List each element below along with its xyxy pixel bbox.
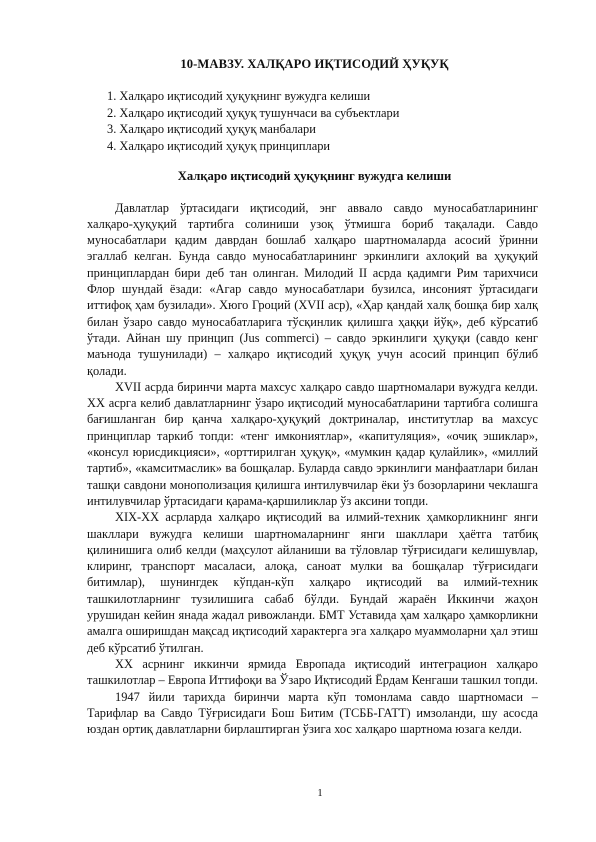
topic-item: 1. Халқаро иқтисодий ҳуқуқнинг вужудга келиши [107, 89, 371, 104]
page-number: 1 [317, 788, 323, 799]
body-paragraph: XIX-XX асрларда халқаро иқтисодий ва илмий-техник ҳамкорликнинг янги шакллари вужудга келиши шартномаларнинг янги шакллари ҳаётга татбиқ қилинишига олиб келди (маҳсулот айланиши ва тўловлар тўғрисидаги келишувлар, клиринг, транспорт масаласи, алоқа, саноат мулки ва бошқалар тўғрисидаги битимлар), шунингдек кўпдан-кўп халқаро иқтисодий ва илмий-техник ташкилотларнинг тузилишига сабаб бўлди. Бундай жараён Иккинчи жаҳон урушидан кейин янада жадал ривожланди. БМТ Уставида ҳам халқаро ҳамкорликни амалга оширишдан мақсад иқтисодий характерга эга халқаро муаммоларни ҳал этиш деб кўрсатиб ўтилган. [87, 510, 538, 655]
section-heading: Халқаро иқтисодий ҳуқуқнинг вужудга келиши [177, 169, 452, 184]
body-paragraph: XX асрнинг иккинчи ярмида Европада иқтисодий интеграцион халқаро ташкилотлар – Европа Иттифоқи ва Ўзаро Иқтисодий Ёрдам Кенгаши ташкил топди. [87, 656, 538, 688]
page-title: 10-МАВЗУ. ХАЛҚАРО ИҚТИСОДИЙ ҲУҚУҚ [180, 57, 449, 71]
topics-list [87, 88, 538, 154]
topic-item: 3. Халқаро иқтисодий ҳуқуқ манбалари [107, 122, 316, 137]
topic-item: 4. Халқаро иқтисодий ҳуқуқ принциплари [107, 138, 331, 153]
body-paragraph: 1947 йили тарихда биринчи марта кўп томонлама савдо шартномаси – Тарифлар ва Савдо Тўғрисидаги Бош Битим (ТСББ-ГАТТ) имзоланди, шу асосда юздан ортиқ давлатларни бирлаштирган ўзига хос халқаро шартнома юзага келди. [87, 689, 538, 737]
body-paragraph: Давлатлар ўртасидаги иқтисодий, энг аввало савдо муносабатларининг халқаро-ҳуқуқий тартибга солиниши узоқ ўтмишга бориб тақалади. Савдо муносабатлари қадим даврдан бошлаб халқаро шартномаларда асосий ўринни эгаллаб келган. Бунда савдо муносабатларининг эркинлиги ахлоқий ва ҳуқуқий принциплардан бири деб тан олинган. Милодий II асрда қадимги Рим тарихчиси Флор шундай ёзади: «Агар савдо муносабатлари бузилса, инсоният ўртасидаги иттифоқ ҳам бузилади». Хюго Гроций (XVII аср), «Ҳар қандай халқ бошқа бир халқ билан ўзаро савдо муносабатларига тўсқинлик қилишга ҳаққи йўқ», деб кўрсатиб ўтади. Айнан шу принцип (Jus commerci) – савдо эркинлиги ҳуқуқи (савдо кенг маънода тушунилади) – халқаро иқтисодий ҳуқуқ учун асосий принцип бўлиб қолади. [87, 200, 538, 378]
body-paragraph: XVII асрда биринчи марта махсус халқаро савдо шартномалари вужудга келди. XX асрга келиб давлатларнинг ўзаро иқтисодий муносабатларини тартибга солишга бағишланган бир қанча халқаро-ҳуқуқий доктриналар, институтлар ва махсус принциплар таркиб топди: «тенг имкониятлар», «капитуляция», «очиқ эшиклар», «консул юрисдикцияси», «орттирилган ҳуқуқ», «мумкин қадар қулайлик», «миллий тартиб», «камситмаслик» ва бошқалар. Буларда савдо эркинлиги манфаатлари билан ташқи савдони монополизация қилишга интилувчилар ёки ўз бозорларини чеклашга интилувчилар ўртасидаги қарама-қаршиликлар ўз аксини топди. [87, 379, 538, 508]
topic-item: 2. Халқаро иқтисодий ҳуқуқ тушунчаси ва субъектлари [107, 105, 400, 120]
